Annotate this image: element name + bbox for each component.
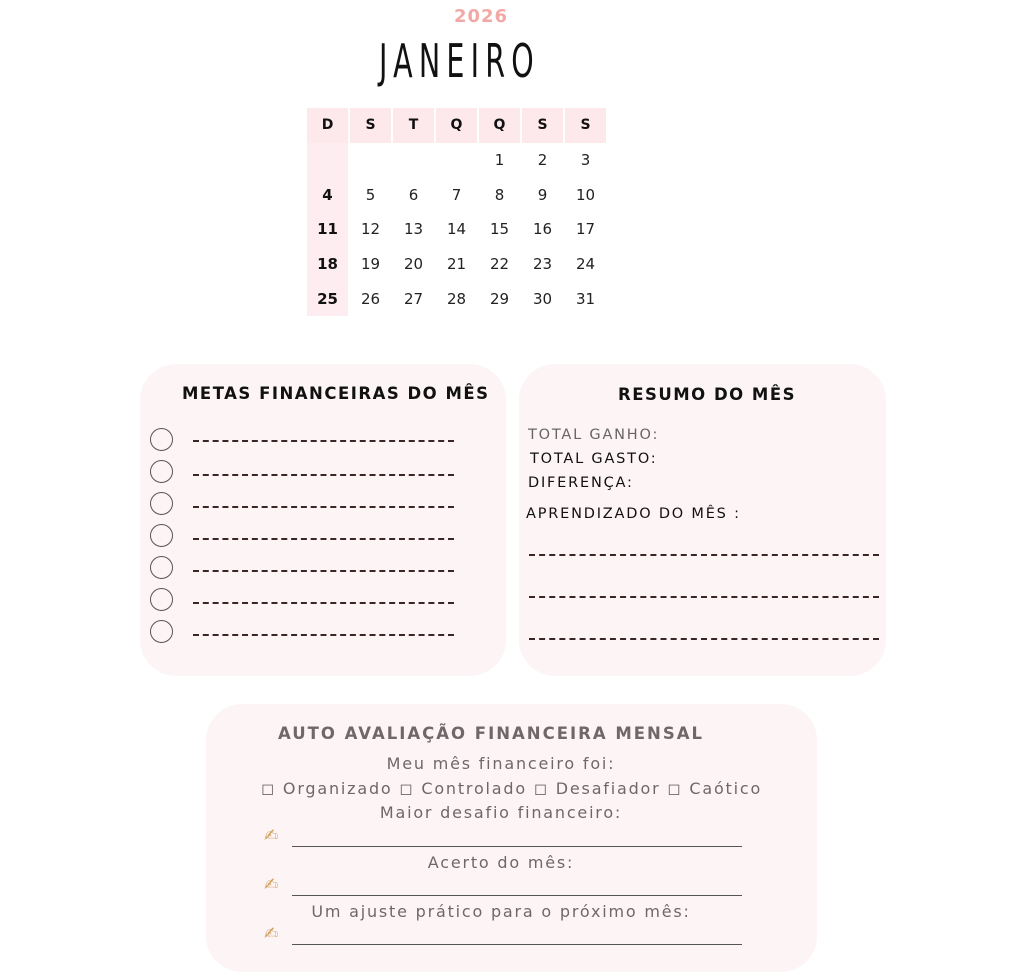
goal-item [150,492,470,518]
calendar-day: 1 [494,151,505,170]
calendar-day: 2 [537,151,548,170]
weekday-header: S [522,108,563,143]
calendar-day: 30 [532,289,553,308]
month-was-label: Meu mês financeiro foi: [386,754,616,773]
win-write-row[interactable] [264,877,754,899]
calendar-day: 18 [307,247,348,282]
goal-checkbox[interactable] [150,588,173,611]
calendar-day: 27 [403,289,424,308]
goal-item [150,556,470,582]
goal-checkbox[interactable] [150,492,173,515]
goal-write-line[interactable] [193,570,454,572]
calendar-day [307,143,348,178]
goal-item [150,588,470,614]
adjustment-write-row[interactable] [264,926,754,948]
evaluation-title: AUTO AVALIAÇÃO FINANCEIRA MENSAL [277,724,705,743]
calendar-day: 12 [360,220,381,239]
goal-item [150,524,470,550]
weekday-header: T [393,108,434,143]
weekday-header: S [565,108,606,143]
goal-write-line[interactable] [193,506,454,508]
calendar-day: 26 [360,289,381,308]
calendar-day: 15 [489,220,510,239]
calendar-day: 20 [403,255,424,274]
goal-checkbox[interactable] [150,556,173,579]
calendar-day: 13 [403,220,424,239]
goal-item [150,620,470,646]
write-underline [292,944,742,945]
calendar-day: 10 [575,185,596,204]
goal-write-line[interactable] [193,440,454,442]
calendar-day [350,143,391,178]
goal-write-line[interactable] [193,602,454,604]
calendar-day: 8 [494,185,505,204]
calendar-day: 24 [575,255,596,274]
calendar-day: 22 [489,255,510,274]
calendar-day: 29 [489,289,510,308]
month-win-label: Acerto do mês: [427,853,575,872]
write-underline [292,846,742,847]
calendar-day: 25 [307,281,348,316]
weekday-header: D [307,108,348,143]
goal-checkbox[interactable] [150,460,173,483]
calendar-grid [307,108,606,316]
calendar-day: 14 [446,220,467,239]
calendar-day: 3 [580,151,591,170]
goal-item [150,428,470,454]
goal-checkbox[interactable] [150,524,173,547]
calendar-day: 5 [365,185,376,204]
difference-label: DIFERENÇA: [528,475,634,491]
calendar-day: 6 [408,185,419,204]
summary-title: RESUMO DO MÊS [618,385,796,404]
goals-title: METAS FINANCEIRAS DO MÊS [182,384,490,403]
writing-hand-icon: ✍ [264,875,279,895]
calendar-day: 28 [446,289,467,308]
weekday-header: Q [479,108,520,143]
goal-write-line[interactable] [193,474,454,476]
self-evaluation-card [206,704,817,972]
challenge-write-row[interactable] [264,828,754,850]
calendar-day: 17 [575,220,596,239]
financial-goals-card [140,364,506,676]
learning-label: APRENDIZADO DO MÊS : [526,506,741,522]
write-underline [292,895,742,896]
calendar-day: 9 [537,185,548,204]
learning-write-line[interactable] [529,638,879,640]
calendar-day: 7 [451,185,462,204]
calendar-day: 21 [446,255,467,274]
calendar-day: 16 [532,220,553,239]
goal-checkbox[interactable] [150,428,173,451]
goal-item [150,460,470,486]
next-adjustment-label: Um ajuste prático para o próximo mês: [311,902,691,921]
total-earned-label: TOTAL GANHO: [528,427,660,443]
goal-write-line[interactable] [193,538,454,540]
learning-write-line[interactable] [529,596,879,598]
calendar-day [393,143,434,178]
writing-hand-icon: ✍ [264,826,279,846]
calendar-year: 2026 [453,6,509,27]
goal-write-line[interactable] [193,634,454,636]
weekday-header: S [350,108,391,143]
weekday-header: Q [436,108,477,143]
calendar-day: 23 [532,255,553,274]
calendar-day: 31 [575,289,596,308]
evaluation-options[interactable]: ◻ Organizado ◻ Controlado ◻ Desafiador ◻ Caótico [260,779,763,798]
biggest-challenge-label: Maior desafio financeiro: [379,803,623,822]
calendar-day: 4 [307,177,348,212]
goal-checkbox[interactable] [150,620,173,643]
calendar-day: 19 [360,255,381,274]
learning-write-line[interactable] [529,554,879,556]
calendar-day: 11 [307,212,348,247]
total-spent-label: TOTAL GASTO: [530,451,658,467]
calendar-day [436,143,477,178]
month-summary-card [519,364,886,676]
writing-hand-icon: ✍ [264,924,279,944]
calendar-month-title: JANEIRO [379,34,540,88]
